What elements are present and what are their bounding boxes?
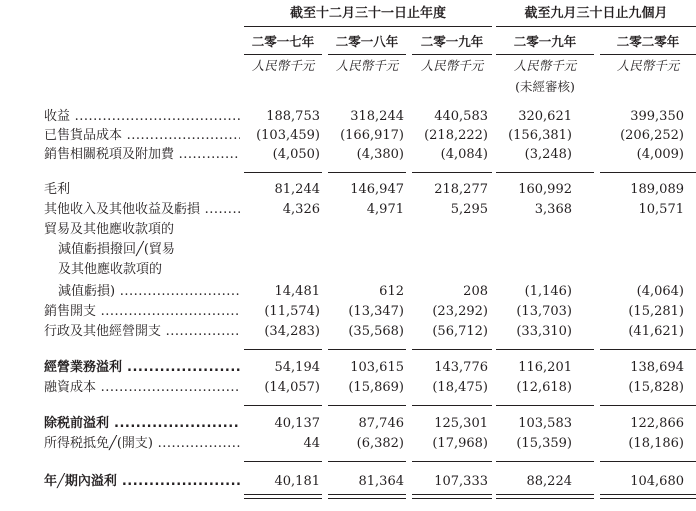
subtotal-rule	[244, 172, 322, 173]
cell-selling-2020-9m: (15,281)	[628, 304, 684, 319]
cell-finance-2017: (14,057)	[264, 380, 320, 395]
column-header-2018: 二零一八年	[328, 34, 406, 55]
subtotal-rule	[600, 349, 696, 350]
cell-impairment-2018: 612	[379, 284, 404, 299]
cell-pbt-2019-9m: 103,583	[518, 416, 572, 431]
cell-cogs-2018: (166,917)	[340, 128, 404, 143]
row-label-cost-of-goods-sold: 已售貨品成本 .....	[44, 127, 240, 144]
subtotal-rule	[244, 349, 322, 350]
cell-cogs-2019-9m: (156,381)	[508, 128, 572, 143]
cell-gross-profit-2018: 146,947	[350, 182, 404, 197]
cell-operating-profit-2019: 143,776	[434, 360, 488, 375]
cell-profit-2018: 81,364	[358, 474, 404, 489]
row-label-impairment-line-1: 貿易及其他應收款項的	[44, 222, 175, 237]
subtotal-rule	[328, 349, 406, 350]
unit-label: 人民幣千元	[420, 58, 484, 73]
row-label-admin-expenses: 行政及其他經營開支 .....	[44, 323, 240, 340]
subtotal-rule	[600, 461, 696, 462]
subtotal-rule	[244, 461, 322, 462]
subtotal-rule	[600, 405, 696, 406]
column-header-2017: 二零一七年	[244, 34, 322, 55]
row-label-impairment-line-2: 減值虧損撥回╱(貿易	[58, 242, 175, 257]
subtotal-rule	[412, 172, 492, 173]
cell-revenue-2019: 440,583	[434, 109, 488, 124]
cell-impairment-2019: 208	[463, 284, 488, 299]
cell-selling-2017: (11,574)	[264, 304, 320, 319]
cell-admin-2017: (34,283)	[264, 324, 320, 339]
subtotal-rule	[496, 349, 594, 350]
cell-finance-2019-9m: (12,618)	[516, 380, 572, 395]
cell-other-income-2017: 4,326	[282, 202, 320, 217]
cell-other-income-2018: 4,971	[366, 202, 404, 217]
row-label-gross-profit: 毛利	[44, 182, 71, 197]
cell-gross-profit-2017: 81,244	[274, 182, 320, 197]
subtotal-rule	[496, 172, 594, 173]
cell-gross-profit-2020-9m: 189,089	[630, 182, 684, 197]
row-label-sales-taxes-surcharges: 銷售相關税項及附加費 .....	[44, 146, 240, 163]
cell-finance-2018: (15,869)	[348, 380, 404, 395]
total-double-rule	[600, 494, 696, 499]
cell-revenue-2020-9m: 399,350	[630, 109, 684, 124]
subtotal-rule	[328, 405, 406, 406]
subtotal-rule	[328, 461, 406, 462]
cell-gross-profit-2019-9m: 160,992	[518, 182, 572, 197]
cell-cogs-2019: (218,222)	[424, 128, 488, 143]
unit-label: 人民幣千元	[513, 58, 577, 73]
total-double-rule	[412, 494, 492, 499]
row-label-operating-profit: 經營業務溢利 .....	[44, 359, 240, 376]
row-label-impairment-line-4: 減值虧損) .....	[58, 283, 240, 300]
cell-taxes-2017: (4,050)	[272, 147, 320, 162]
unaudited-note: (未經審核)	[515, 79, 575, 94]
subtotal-rule	[244, 405, 322, 406]
cell-profit-2020-9m: 104,680	[630, 474, 684, 489]
cell-operating-profit-2020-9m: 138,694	[630, 360, 684, 375]
cell-cogs-2020-9m: (206,252)	[620, 128, 684, 143]
cell-taxes-2020-9m: (4,009)	[636, 147, 684, 162]
subtotal-rule	[496, 461, 594, 462]
column-header-2020-nine-months: 二零二零年	[600, 34, 696, 55]
unit-label: 人民幣千元	[251, 58, 315, 73]
row-label-impairment-line-3: 及其他應收款項的	[58, 262, 163, 277]
cell-taxes-2019-9m: (3,248)	[524, 147, 572, 162]
row-label-income-tax: 所得税抵免╱(開支) .....	[44, 435, 240, 452]
cell-profit-2019-9m: 88,224	[526, 474, 572, 489]
cell-operating-profit-2019-9m: 116,201	[518, 360, 572, 375]
cell-admin-2020-9m: (41,621)	[628, 324, 684, 339]
column-header-2019-nine-months: 二零一九年	[496, 34, 594, 55]
cell-tax-2019-9m: (15,359)	[516, 436, 572, 451]
cell-selling-2019: (23,292)	[432, 304, 488, 319]
subtotal-rule	[412, 461, 492, 462]
cell-admin-2018: (35,568)	[348, 324, 404, 339]
row-label-selling-expenses: 銷售開支 .....	[44, 303, 240, 320]
cell-finance-2020-9m: (15,828)	[628, 380, 684, 395]
cell-tax-2019: (17,968)	[432, 436, 488, 451]
cell-finance-2019: (18,475)	[432, 380, 488, 395]
cell-pbt-2020-9m: 122,866	[630, 416, 684, 431]
cell-impairment-2017: 14,481	[274, 284, 320, 299]
total-double-rule	[496, 494, 594, 499]
row-label-finance-costs: 融資成本 .....	[44, 379, 240, 396]
cell-other-income-2019-9m: 3,368	[534, 202, 572, 217]
unit-label: 人民幣千元	[335, 58, 399, 73]
cell-gross-profit-2019: 218,277	[434, 182, 488, 197]
row-label-other-income: 其他收入及其他收益及虧損 .....	[44, 201, 240, 218]
cell-profit-2017: 40,181	[274, 474, 320, 489]
column-header-2019: 二零一九年	[412, 34, 492, 55]
cell-impairment-2020-9m: (4,064)	[636, 284, 684, 299]
header-nine-months-ended: 截至九月三十日止九個月	[496, 6, 696, 27]
subtotal-rule	[496, 405, 594, 406]
row-label-profit-before-tax: 除税前溢利 .....	[44, 415, 240, 432]
cell-tax-2018: (6,382)	[356, 436, 404, 451]
cell-other-income-2019: 5,295	[450, 202, 488, 217]
cell-selling-2018: (13,347)	[348, 304, 404, 319]
total-double-rule	[328, 494, 406, 499]
header-year-ended: 截至十二月三十一日止年度	[244, 6, 492, 27]
cell-tax-2017: 44	[303, 436, 320, 451]
cell-taxes-2019: (4,084)	[440, 147, 488, 162]
subtotal-rule	[412, 349, 492, 350]
cell-tax-2020-9m: (18,186)	[628, 436, 684, 451]
cell-operating-profit-2017: 54,194	[274, 360, 320, 375]
cell-revenue-2018: 318,244	[350, 109, 404, 124]
cell-pbt-2019: 125,301	[434, 416, 488, 431]
cell-selling-2019-9m: (13,703)	[516, 304, 572, 319]
subtotal-rule	[328, 172, 406, 173]
subtotal-rule	[412, 405, 492, 406]
cell-cogs-2017: (103,459)	[256, 128, 320, 143]
cell-pbt-2018: 87,746	[358, 416, 404, 431]
cell-revenue-2017: 188,753	[266, 109, 320, 124]
cell-taxes-2018: (4,380)	[356, 147, 404, 162]
cell-admin-2019: (56,712)	[432, 324, 488, 339]
cell-pbt-2017: 40,137	[274, 416, 320, 431]
cell-operating-profit-2018: 103,615	[350, 360, 404, 375]
row-label-profit-for-period: 年╱期內溢利 .....	[44, 473, 240, 490]
total-double-rule	[244, 494, 322, 499]
subtotal-rule	[600, 172, 696, 173]
row-label-revenue: 收益 .....	[44, 108, 240, 125]
cell-other-income-2020-9m: 10,571	[638, 202, 684, 217]
cell-admin-2019-9m: (33,310)	[516, 324, 572, 339]
cell-revenue-2019-9m: 320,621	[518, 109, 572, 124]
unit-label: 人民幣千元	[616, 58, 680, 73]
cell-impairment-2019-9m: (1,146)	[524, 284, 572, 299]
cell-profit-2019: 107,333	[434, 474, 488, 489]
